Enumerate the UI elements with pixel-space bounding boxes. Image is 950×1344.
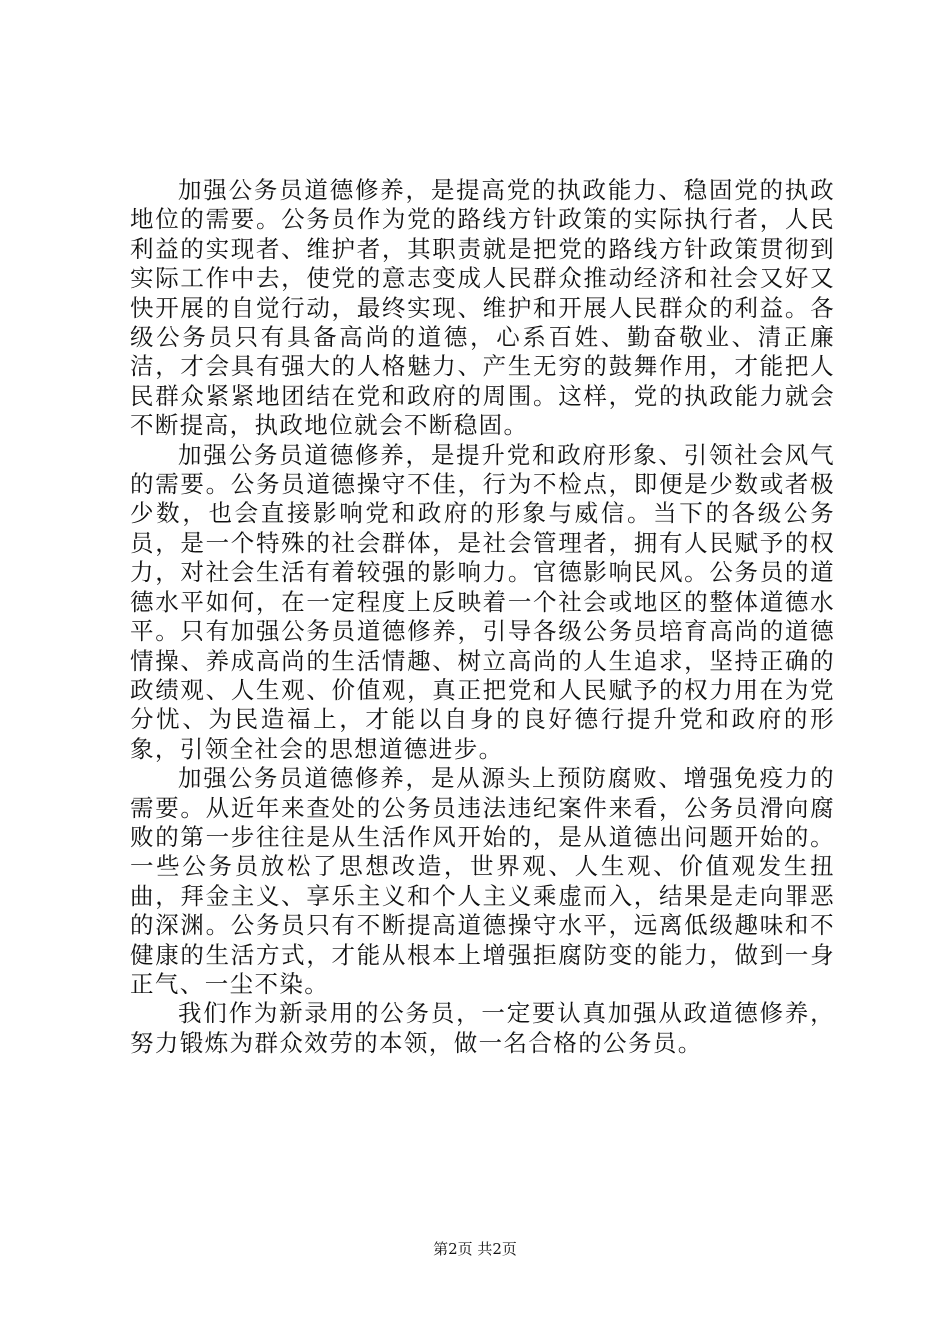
paragraph-4: 我们作为新录用的公务员，一定要认真加强从政道德修养，努力锻炼为群众效劳的本领，做一名合格的公务员。 (130, 999, 835, 1057)
paragraph-3: 加强公务员道德修养，是从源头上预防腐败、增强免疫力的需要。从近年来查处的公务员违法违纪案件来看，公务员滑向腐败的第一步往往是从生活作风开始的，是从道德出问题开始的。一些公务员放松了思想改造，世界观、人生观、价值观发生扭曲，拜金主义、享乐主义和个人主义乘虚而入，结果是走向罪恶的深渊。公务员只有不断提高道德操守水平，远离低级趣味和不健康的生活方式，才能从根本上增强拒腐防变的能力，做到一身正气、一尘不染。 (130, 764, 835, 998)
paragraph-2: 加强公务员道德修养，是提升党和政府形象、引领社会风气的需要。公务员道德操守不佳，行为不检点，即便是少数或者极少数，也会直接影响党和政府的形象与威信。当下的各级公务员，是一个特殊的社会群体，是社会管理者，拥有人民赋予的权力，对社会生活有着较强的影响力。官德影响民风。公务员的道德水平如何，在一定程度上反映着一个社会或地区的整体道德水平。只有加强公务员道德修养，引导各级公务员培育高尚的道德情操、养成高尚的生活情趣、树立高尚的人生追求，坚持正确的政绩观、人生观、价值观，真正把党和人民赋予的权力用在为党分忧、为民造福上，才能以自身的良好德行提升党和政府的形象，引领全社会的思想道德进步。 (130, 440, 835, 763)
document-body (130, 176, 835, 1058)
paragraph-1: 加强公务员道德修养，是提高党的执政能力、稳固党的执政地位的需要。公务员作为党的路线方针政策的实际执行者，人民利益的实现者、维护者，其职责就是把党的路线方针政策贯彻到实际工作中去，使党的意志变成人民群众推动经济和社会又好又快开展的自觉行动，最终实现、维护和开展人民群众的利益。各级公务员只有具备高尚的道德，心系百姓、勤奋敬业、清正廉洁，才会具有强大的人格魅力、产生无穷的鼓舞作用，才能把人民群众紧紧地团结在党和政府的周围。这样，党的执政能力就会不断提高，执政地位就会不断稳固。 (130, 176, 835, 440)
page-footer: 第2页 共2页 (433, 1240, 517, 1258)
